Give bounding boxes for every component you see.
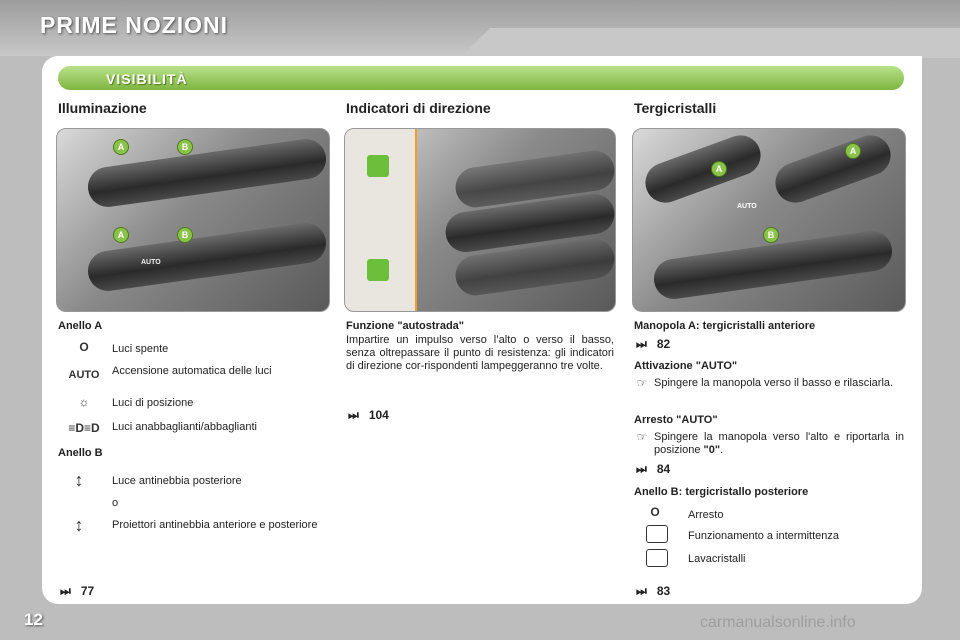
watermark: carmanualsonline.info (700, 614, 856, 631)
auto-on-title: Attivazione "AUTO" (634, 360, 738, 372)
ref-indicators (348, 408, 389, 423)
bullet-icon: ☞ (636, 376, 648, 390)
ref-wiper-2-page: 84 (656, 462, 671, 476)
headlamp-icon: ≡D≡D (68, 421, 100, 435)
heading-tergicristalli: Tergicristalli (634, 100, 717, 116)
light-item-off: Luci spente (112, 343, 169, 355)
section-title: VISIBILITÀ (106, 71, 188, 87)
ref-arrow-icon: ⏭ (636, 337, 647, 351)
ref-wiper-3 (636, 584, 670, 599)
lighting-stalk-photo (56, 128, 330, 312)
sidelight-icon: ☼ (78, 395, 90, 409)
auto-off-value: "0" (703, 444, 721, 456)
badge-a-icon: A (845, 143, 861, 159)
light-item-sidelights: Luci di posizione (112, 397, 194, 409)
auto-on-text: Spingere la manopola verso il basso e rilasciarla. (654, 377, 894, 389)
badge-a-icon: A (113, 227, 129, 243)
auto-icon: AUTO (68, 369, 100, 381)
heading-illuminazione: Illuminazione (58, 100, 147, 116)
ref-indicators-page: 104 (368, 408, 389, 422)
ref-lighting-page: 77 (80, 584, 95, 598)
stalk-auto-label: AUTO (141, 259, 161, 266)
rear-fog-icon: ↕ (74, 470, 84, 490)
badge-b-icon: B (763, 227, 779, 243)
wiper-item-washer: Lavacristalli (688, 553, 746, 565)
page-title: PRIME NOZIONI (40, 12, 229, 38)
anello-b-title: Anello B (58, 447, 103, 459)
front-rear-fog-icon: ↕ (74, 515, 84, 535)
function-title: Funzione "autostrada" (346, 320, 464, 332)
fog-item-rear: Luce antinebbia posteriore (112, 475, 242, 487)
auto-off-text: Spingere la manopola verso l'alto e riportarla in posizione "0". (654, 431, 904, 456)
green-arrow-down-icon (367, 259, 389, 281)
heading-indicatori: Indicatori di direzione (346, 100, 491, 116)
wiper-off-icon: O (650, 505, 660, 519)
ref-arrow-icon: ⏭ (636, 462, 647, 476)
badge-b-icon: B (177, 139, 193, 155)
badge-b-icon: B (177, 227, 193, 243)
washer-icon (646, 549, 668, 567)
ref-arrow-icon: ⏭ (348, 408, 359, 422)
badge-a-icon: A (711, 161, 727, 177)
function-text: Impartire un impulso verso l’alto o verso il basso, senza oltrepassare il punto di resistenza: gli indicatori di direzione cor-rispondenti lampeggeranno tre volte. (346, 334, 614, 372)
manopola-title: Manopola A: tergicristalli anteriore (634, 320, 816, 332)
light-item-headlamps: Luci anabbaglianti/abbaglianti (112, 421, 257, 433)
auto-off-title: Arresto "AUTO" (634, 414, 718, 426)
green-arrow-up-icon (367, 155, 389, 177)
wiper-intermittent-icon (646, 525, 668, 543)
ref-wiper-2 (636, 462, 670, 477)
indicator-stalk-photo (344, 128, 616, 312)
badge-a-icon: A (113, 139, 129, 155)
wiper-stalk-left (640, 130, 766, 209)
wiper-stalk-photo (632, 128, 906, 312)
wiper-item-intermittent: Funzionamento a intermittenza (688, 530, 840, 542)
ref-wiper-3-page: 83 (656, 584, 671, 598)
wiper-stalk-right (770, 130, 896, 209)
auto-off-sentence: Spingere la manopola verso l'alto e riportarla in posizione (654, 431, 904, 456)
ref-lighting (60, 584, 94, 599)
light-item-auto: Accensione automatica delle luci (112, 365, 272, 377)
wiper-auto-label: AUTO (737, 203, 757, 210)
bullet-icon: ☞ (636, 430, 648, 444)
page-number: 12 (24, 610, 43, 629)
ref-wiper-1 (636, 337, 670, 352)
sheet-tab-cut (460, 28, 960, 58)
ref-wiper-1-page: 82 (656, 337, 671, 351)
anello-b-wiper-title: Anello B: tergicristallo posteriore (634, 486, 809, 498)
wiper-item-off: Arresto (688, 509, 724, 521)
ref-arrow-icon: ⏭ (60, 584, 71, 598)
anello-a-title: Anello A (58, 320, 103, 332)
fog-item-front-rear: Proiettori antinebbia anteriore e posteriore (112, 519, 318, 531)
fog-item-or: o (112, 497, 119, 509)
off-icon: O (79, 340, 89, 354)
ref-arrow-icon: ⏭ (636, 584, 647, 598)
